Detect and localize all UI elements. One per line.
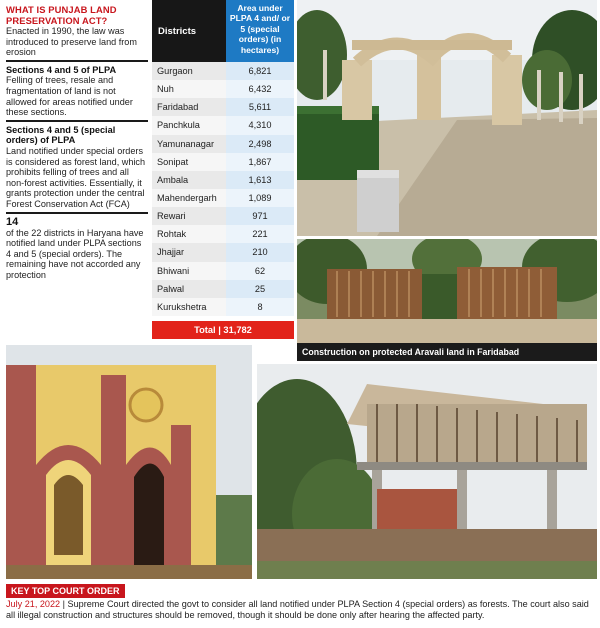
district-area: 210 (226, 243, 294, 261)
court-order-text (6, 599, 596, 621)
district-name: Bhiwani (152, 262, 226, 280)
info-divider (6, 120, 148, 122)
info-intro-text: Enacted in 1990, the law was introduced to preserve land from erosion (6, 26, 137, 58)
table-row (152, 98, 294, 116)
table-body (152, 62, 294, 316)
table-row (152, 243, 294, 261)
photo-unfinished-building (257, 364, 597, 579)
district-area: 1,613 (226, 171, 294, 189)
district-name: Nuh (152, 80, 226, 98)
info-divider (6, 60, 148, 62)
district-name: Rewari (152, 207, 226, 225)
district-area: 8 (226, 298, 294, 316)
info-divider (6, 212, 148, 214)
district-area: 6,432 (226, 80, 294, 98)
table-row (152, 189, 294, 207)
sections-heading: Sections 4 and 5 of PLPA (6, 64, 117, 75)
district-name: Palwal (152, 280, 226, 298)
district-area: 1,089 (226, 189, 294, 207)
table-row (152, 62, 294, 80)
district-name: Yamunanagar (152, 135, 226, 153)
table-total: Total | 31,782 (152, 321, 294, 339)
court-order-date: July 21, 2022 (6, 599, 61, 609)
sections-text: Felling of trees, resale and fragmentation of land is not allowed for areas notified under these sections. (6, 75, 133, 118)
district-name: Panchkula (152, 116, 226, 134)
table-row (152, 153, 294, 171)
table-row (152, 280, 294, 298)
stat-number: 14 (6, 215, 19, 228)
photo-ornate-hall (6, 345, 252, 579)
column-header-districts: Districts (152, 0, 226, 62)
info-question-heading: WHAT IS PUNJAB LAND PRESERVATION ACT? (6, 4, 117, 26)
court-order-body: | Supreme Court directed the govt to consider all land notified under PLPA Section 4 (special orders) as forests. The court also said all illegal construction and structures should be removed, though it should be done only after hearing the affected party. (6, 599, 589, 620)
court-order-label: KEY TOP COURT ORDER (6, 584, 125, 598)
district-name: Mahendergarh (152, 189, 226, 207)
district-area: 62 (226, 262, 294, 280)
district-area: 5,611 (226, 98, 294, 116)
photo-ornate-fence (297, 239, 597, 343)
photo-caption: Construction on protected Aravali land in Faridabad (297, 343, 597, 361)
stat-text: of the 22 districts in Haryana have notified land under PLPA sections 4 and 5 (special orders). The remaining have not accorded any protection (6, 227, 144, 280)
table-row (152, 135, 294, 153)
district-name: Rohtak (152, 225, 226, 243)
district-name: Jhajjar (152, 243, 226, 261)
table-row (152, 171, 294, 189)
district-area: 25 (226, 280, 294, 298)
table-row (152, 225, 294, 243)
district-area: 971 (226, 207, 294, 225)
district-area: 4,310 (226, 116, 294, 134)
district-name: Kurukshetra (152, 298, 226, 316)
district-name: Faridabad (152, 98, 226, 116)
column-header-area: Area under PLPA 4 and/ or 5 (special orders) (in hectares) (226, 0, 294, 62)
district-area: 6,821 (226, 62, 294, 80)
table-row (152, 116, 294, 134)
special-orders-heading: Sections 4 and 5 (special orders) of PLPA (6, 124, 116, 146)
district-name: Ambala (152, 171, 226, 189)
district-name: Sonipat (152, 153, 226, 171)
table-row (152, 298, 294, 316)
district-area: 221 (226, 225, 294, 243)
table-header (152, 0, 294, 62)
photo-ornate-gate (297, 0, 597, 236)
special-orders-text: Land notified under special orders is considered as forest land, which prohibits felling of trees and all non-forest activities. Essentially, it grants protection under the central Forest Conservation Act (FCA) (6, 145, 146, 209)
districts-table (152, 0, 294, 335)
table-row (152, 262, 294, 280)
district-area: 2,498 (226, 135, 294, 153)
district-area: 1,867 (226, 153, 294, 171)
plpa-info-column (6, 4, 148, 280)
district-name: Gurgaon (152, 62, 226, 80)
table-row (152, 207, 294, 225)
table-row (152, 80, 294, 98)
